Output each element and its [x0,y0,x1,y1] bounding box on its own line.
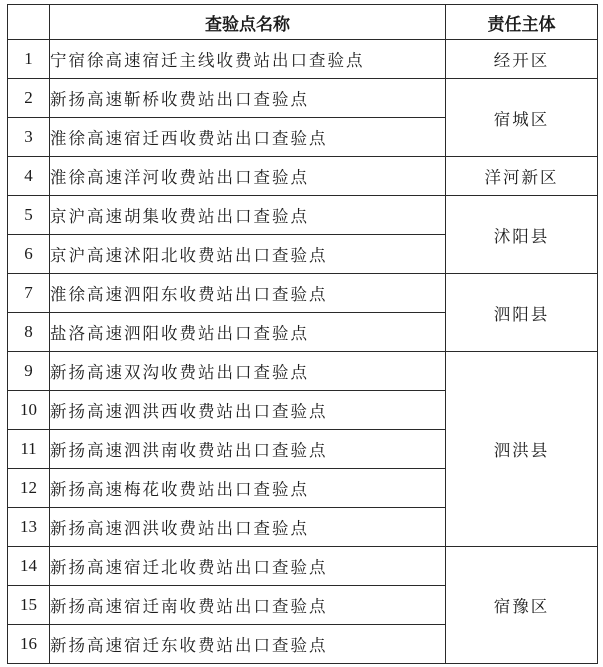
row-index: 6 [8,235,50,274]
header-site-name: 查验点名称 [50,5,446,40]
table-row [8,79,598,118]
row-index: 7 [8,274,50,313]
responsible-party: 经开区 [446,40,598,79]
header-index [8,5,50,40]
table-row [8,547,598,586]
checkpoint-name: 京沪高速沭阳北收费站出口查验点 [50,235,446,274]
checkpoint-name: 淮徐高速洋河收费站出口查验点 [50,157,446,196]
header-responsible-party: 责任主体 [446,5,598,40]
row-index: 11 [8,430,50,469]
checkpoint-name: 宁宿徐高速宿迁主线收费站出口查验点 [50,40,446,79]
row-index: 13 [8,508,50,547]
checkpoint-name: 新扬高速宿迁北收费站出口查验点 [50,547,446,586]
checkpoint-name: 新扬高速双沟收费站出口查验点 [50,352,446,391]
checkpoint-name: 新扬高速靳桥收费站出口查验点 [50,79,446,118]
checkpoint-name: 新扬高速泗洪西收费站出口查验点 [50,391,446,430]
row-index: 4 [8,157,50,196]
table-row [8,40,598,79]
responsible-party: 洋河新区 [446,157,598,196]
row-index: 9 [8,352,50,391]
responsible-party: 沭阳县 [446,196,598,274]
row-index: 5 [8,196,50,235]
row-index: 8 [8,313,50,352]
table-row [8,274,598,313]
responsible-party: 泗阳县 [446,274,598,352]
checkpoint-name: 新扬高速宿迁东收费站出口查验点 [50,625,446,664]
row-index: 14 [8,547,50,586]
checkpoint-name: 新扬高速泗洪南收费站出口查验点 [50,430,446,469]
checkpoint-name: 京沪高速胡集收费站出口查验点 [50,196,446,235]
row-index: 2 [8,79,50,118]
checkpoint-name: 淮徐高速泗阳东收费站出口查验点 [50,274,446,313]
row-index: 3 [8,118,50,157]
responsible-party: 泗洪县 [446,352,598,547]
table-row [8,157,598,196]
responsible-party: 宿城区 [446,79,598,157]
header-row [8,5,598,40]
row-index: 10 [8,391,50,430]
row-index: 1 [8,40,50,79]
table-row [8,196,598,235]
table-row [8,352,598,391]
row-index: 15 [8,586,50,625]
checkpoint-name: 淮徐高速宿迁西收费站出口查验点 [50,118,446,157]
table-body [8,40,598,664]
responsible-party: 宿豫区 [446,547,598,664]
checkpoint-name: 盐洛高速泗阳收费站出口查验点 [50,313,446,352]
checkpoint-name: 新扬高速宿迁南收费站出口查验点 [50,586,446,625]
row-index: 16 [8,625,50,664]
checkpoint-name: 新扬高速梅花收费站出口查验点 [50,469,446,508]
checkpoint-name: 新扬高速泗洪收费站出口查验点 [50,508,446,547]
row-index: 12 [8,469,50,508]
checkpoint-table [7,4,598,664]
